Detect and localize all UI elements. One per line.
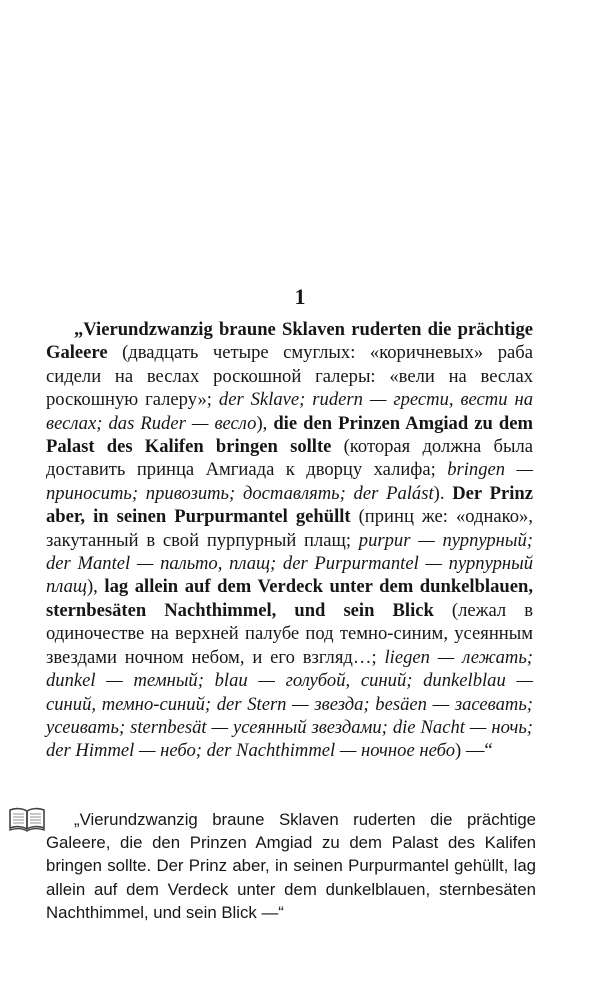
russian-translation: (двадцать четыре смуглых: «коричневых» раба сидели на веслах роскошной галеры: «вели на веслах роскошную галеру»; [46,342,533,411]
german-summary: „Vierundzwanzig braune Sklaven ruderten die prächtige Galeere, die den Prinzen Amgiad zu dem Palast des Kalifen bringen sollte. Der Prinz aber, in seinen Purpurmantel gehüllt, lag allein auf dem Verdeck unter dem dunkelblauen, sternbesäten Nachthimmel, und sein Blick —“ [46,810,536,922]
open-book-icon [7,806,47,832]
punctuation: ), [86,576,105,598]
punctuation: ). [433,482,453,504]
vocabulary-note: purpur — пурпурный; der Mantel — пальто, плащ; der Purpurmantel — пурпурный плащ [46,529,533,598]
russian-translation: (лежал в одиночестве на верхней палубе под темно-синим, усеянным звездами ночном небом, и его взгляд…; [46,599,533,668]
punctuation: ) —“ [455,740,493,762]
annotated-paragraph [46,318,533,763]
vocabulary-note: liegen — лежать; dunkel — темный; blau — голубой, синий; dunkelblau — синий, темно-синий; der Stern — звезда; besäen — засевать; усеивать; sternbesät — усеянный звездами; die Nacht — ночь; der Himmel — небо; der Nachthimmel — ночное небо [46,646,533,762]
vocabulary-note: bringen — приносить; привозить; доставлять; der Palást [46,459,534,504]
vocabulary-note: der Sklave; rudern — грести, вести на веслах; das Ruder — весло [46,389,533,434]
german-phrase: lag allein auf dem Verdeck unter dem dunkelblauen, sternbesäten Nachthimmel, und sein Blick [46,576,533,621]
german-phrase: „Vierundzwanzig braune Sklaven ruderten die prächtige Galeere [46,319,533,364]
punctuation: ), [256,412,274,434]
german-phrase: Der Prinz aber, in seinen Purpurmantel gehüllt [46,482,533,528]
german-phrase: die den Prinzen Amgiad zu dem Palast des Kalifen bringen sollte [46,412,533,458]
russian-translation: (принц же: «однако», закутанный в свой пурпурный плащ; [46,506,534,551]
russian-translation: (которая должна была доставить принца Амгиада к дворцу халифа; [46,436,533,481]
chapter-number: 1 [294,284,306,309]
